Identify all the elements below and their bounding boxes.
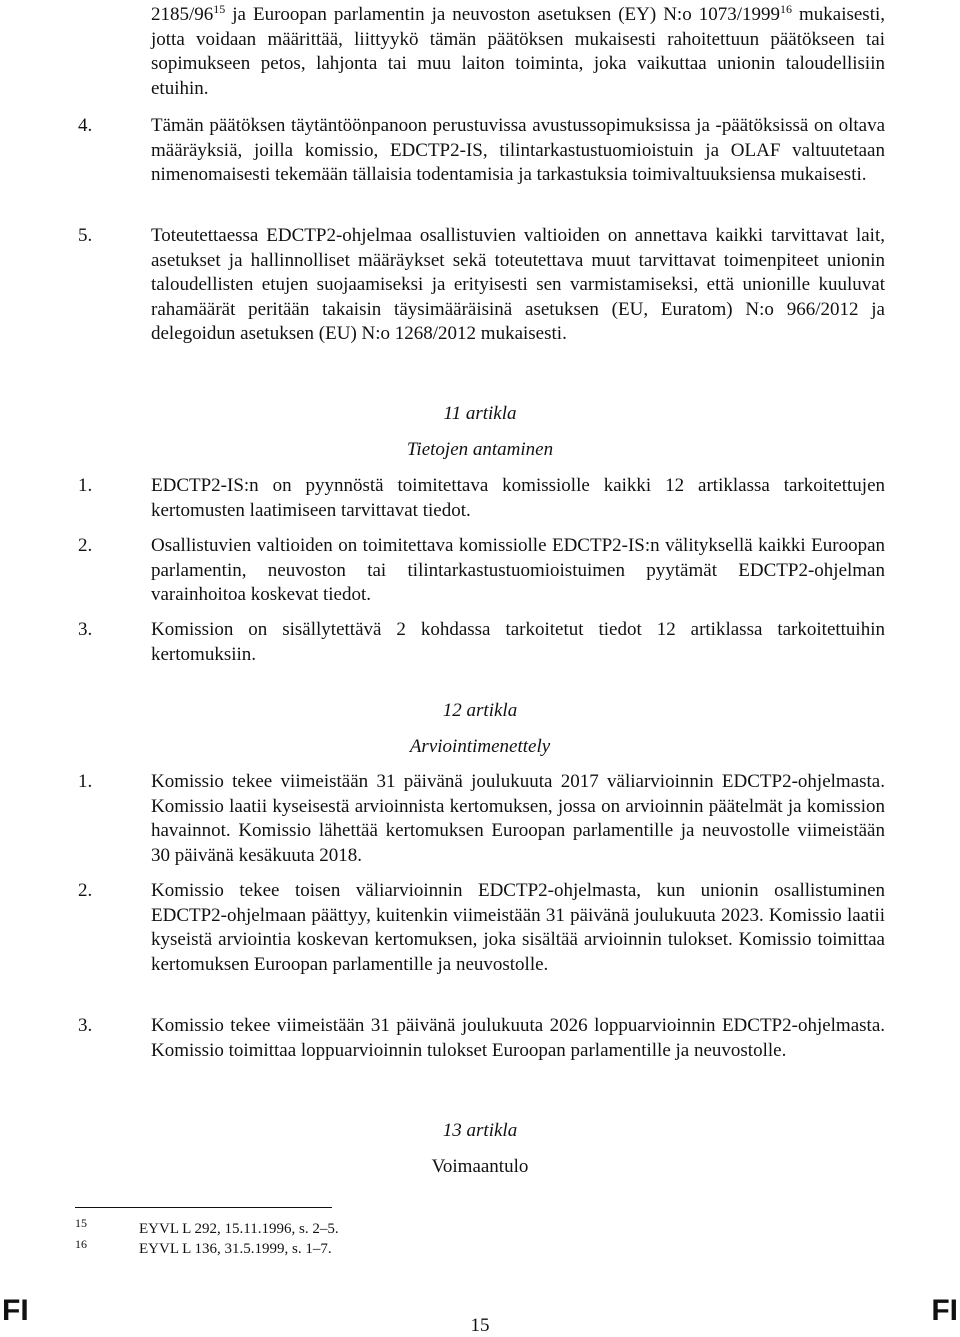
article-11-title: 11 artikla (443, 403, 517, 424)
intro-paragraph: $2185/96^{15}$ ja Euroopan parlamentin ja neuvoston asetuksen (EY) N:o 1073/1999$^{16}$ mukaisesti, jotta voidaan määrittää, liittyykö tämän päätöksen mukaisesti rahoitettuun päätökseen tai sopimukseen petos, lahjonta tai muu laiton toiminta, joka vaikuttaa unionin taloudellisiin etuihin. (151, 2, 885, 99)
art12-item-number: 1. (78, 771, 93, 792)
article-13-title: 13 artikla (442, 1120, 518, 1141)
paragraph-number-4: 4. (78, 115, 93, 136)
footnote-mark-16: 16 (75, 1237, 87, 1251)
art12-item-number: 3. (78, 1015, 93, 1036)
footnote-separator (75, 1207, 332, 1208)
art11-item-number: 2. (78, 535, 93, 556)
art12-item-3: Komissio tekee viimeistään 31 päivänä joulukuuta 2026 loppuarvioinnin EDCTP2-ohjelmasta. Komissio toimittaa loppuarvioinnin tulokset Euroopan parlamentille ja neuvostolle. (151, 1015, 885, 1061)
paragraph-4: Tämän päätöksen täytäntöönpanoon perustuvissa avustussopimuksissa ja -päätöksissä on oltava määräyksiä, joilla komissio, EDCTP2-IS, tilintarkastustuomioistuin ja OLAF valtuutetaan nimenomaisesti tekemään tällaisia todentamisia ja tarkastuksia toimivaltuuksiensa mukaisesti. (151, 115, 885, 185)
language-code-left: FI (2, 1294, 29, 1327)
paragraph-number-5: 5. (78, 225, 93, 246)
footnote-mark-15: 15 (75, 1216, 87, 1230)
art12-item-2: Komissio tekee toisen väliarvioinnin EDCTP2-ohjelmasta, kun unionin osallistuminen EDCTP2-ohjelmaan päättyy, kuitenkin viimeistään 31 päivänä joulukuuta 2023. Komissio laatii kyseistä arviointia koskevan kertomuksen, joka sisältää arvioinnin tulokset. Komissio toimittaa kertomuksen Euroopan parlamentille ja neuvostolle. (151, 880, 885, 975)
article-12-subtitle: Arviointimenettely (409, 736, 551, 757)
footnote-16: EYVL L 136, 31.5.1999, s. 1–7. (139, 1241, 332, 1257)
article-13-subtitle: Voimaantulo (431, 1156, 529, 1177)
footnote-ref-16[interactable]: 16 (779, 2, 792, 16)
intro-ref: 2185/96 (151, 4, 214, 25)
article-11-subtitle: Tietojen antaminen (406, 439, 554, 460)
article-12-title: 12 artikla (442, 700, 518, 721)
page-number: 15 (470, 1315, 490, 1336)
art11-item-2: Osallistuvien valtioiden on toimitettava komissiolle EDCTP2-IS:n välityksellä kaikki Euroopan parlamentin, neuvoston tai tilintarkastustuomioistuimen pyytämät EDCTP2-ohjelman varainhoitoa koskevat tiedot. (151, 535, 885, 605)
art11-item-3: Komission on sisällytettävä 2 kohdassa tarkoitetut tiedot 12 artiklassa tarkoitettuihin kertomuksiin. (151, 619, 885, 665)
art12-item-number: 2. (78, 880, 93, 901)
footnote-ref-15[interactable]: 15 (213, 2, 226, 16)
art11-item-number: 1. (78, 475, 93, 496)
art12-item-1: Komissio tekee viimeistään 31 päivänä joulukuuta 2017 väliarvioinnin EDCTP2-ohjelmasta. Komissio laatii kyseisestä arvioinnista kertomuksen, jossa on arvioinnin päätelmät ja komission havainnot. Komissio lähettää kertomuksen Euroopan parlamentille ja neuvostolle viimeistään 30 päivänä kesäkuuta 2018. (151, 771, 885, 866)
art11-item-number: 3. (78, 619, 93, 640)
language-code-right: FI (931, 1294, 958, 1327)
art11-item-1: EDCTP2-IS:n on pyynnöstä toimitettava komissiolle kaikki 12 artiklassa tarkoitettujen kertomusten laatimiseen tarvittavat tiedot. (151, 475, 885, 521)
paragraph-5: Toteutettaessa EDCTP2-ohjelmaa osallistuvien valtioiden on annettava kaikki tarvittavat lait, asetukset ja hallinnolliset määräykset sekä toteutettava muut tarvittavat toimenpiteet unionin taloudellisten etujen suojaamiseksi ja erityisesti sen varmistamiseksi, että unionille kuuluvat rahamäärät peritään takaisin täysimääräisinä asetuksen (EU, Euratom) N:o 966/2012 ja delegoidun asetuksen (EU) N:o 1268/2012 mukaisesti. (151, 225, 885, 345)
footnote-15: EYVL L 292, 15.11.1996, s. 2–5. (139, 1221, 339, 1237)
